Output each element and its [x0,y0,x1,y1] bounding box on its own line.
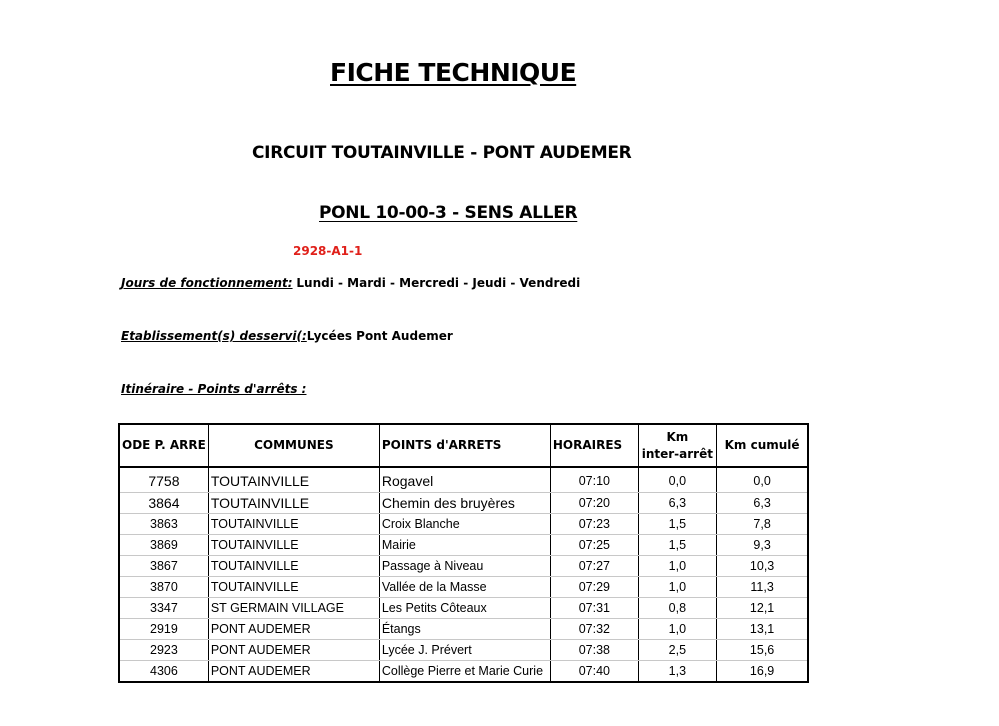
stops-table [118,423,809,683]
cell-code: 3870 [119,577,208,598]
cell-point: Croix Blanche [379,514,550,535]
table-header-row [119,424,808,467]
header-horaires: HORAIRES [550,424,638,467]
cell-commune: TOUTAINVILLE [208,467,379,493]
cell-code: 3867 [119,556,208,577]
cell-horaire: 07:20 [550,493,638,514]
cell-code: 3864 [119,493,208,514]
cell-commune: PONT AUDEMER [208,640,379,661]
document-title: FICHE TECHNIQUE [330,58,577,87]
cell-point: Vallée de la Masse [379,577,550,598]
cell-horaire: 07:31 [550,598,638,619]
cell-km-inter: 1,5 [638,535,716,556]
cell-commune: TOUTAINVILLE [208,535,379,556]
cell-km-cumul: 16,9 [716,661,808,683]
cell-horaire: 07:38 [550,640,638,661]
itinerary-heading [121,382,306,396]
cell-code: 3347 [119,598,208,619]
cell-horaire: 07:10 [550,467,638,493]
cell-point: Collège Pierre et Marie Curie [379,661,550,683]
cell-km-cumul: 0,0 [716,467,808,493]
stops-table-body [119,467,808,682]
cell-commune: TOUTAINVILLE [208,514,379,535]
operating-days-label: Jours de fonctionnement: [121,276,293,290]
establishment-label: Etablissement(s) desservi(: [121,329,307,343]
cell-horaire: 07:40 [550,661,638,683]
header-km-inter-line1: Km [666,429,689,444]
header-km-inter-line2: inter-arrêt [641,446,713,461]
cell-km-inter: 1,0 [638,577,716,598]
cell-km-inter: 0,0 [638,467,716,493]
circuit-name: CIRCUIT TOUTAINVILLE - PONT AUDEMER [252,143,632,163]
cell-commune: TOUTAINVILLE [208,493,379,514]
cell-code: 4306 [119,661,208,683]
table-row [119,535,808,556]
cell-code: 7758 [119,467,208,493]
table-row [119,556,808,577]
cell-horaire: 07:25 [550,535,638,556]
cell-km-cumul: 15,6 [716,640,808,661]
table-row [119,619,808,640]
cell-code: 2919 [119,619,208,640]
cell-point: Étangs [379,619,550,640]
header-km-inter [638,424,716,467]
cell-point: Les Petits Côteaux [379,598,550,619]
cell-point: Passage à Niveau [379,556,550,577]
cell-point: Chemin des bruyères [379,493,550,514]
cell-km-cumul: 12,1 [716,598,808,619]
header-km-cumul: Km cumulé [716,424,808,467]
cell-km-inter: 0,8 [638,598,716,619]
cell-km-inter: 1,0 [638,619,716,640]
operating-days [121,276,580,290]
cell-horaire: 07:29 [550,577,638,598]
cell-horaire: 07:32 [550,619,638,640]
table-row [119,640,808,661]
cell-km-cumul: 11,3 [716,577,808,598]
cell-commune: PONT AUDEMER [208,619,379,640]
table-row [119,661,808,683]
header-communes: COMMUNES [208,424,379,467]
table-row [119,467,808,493]
table-row [119,577,808,598]
cell-commune: TOUTAINVILLE [208,577,379,598]
cell-km-cumul: 13,1 [716,619,808,640]
itinerary-label: Itinéraire - Points d'arrêts : [121,382,307,396]
cell-point: Rogavel [379,467,550,493]
cell-point: Mairie [379,535,550,556]
cell-code: 3869 [119,535,208,556]
cell-km-cumul: 9,3 [716,535,808,556]
cell-km-cumul: 6,3 [716,493,808,514]
cell-km-cumul: 7,8 [716,514,808,535]
operating-days-value: Lundi - Mardi - Mercredi - Jeudi - Vendredi [296,276,581,290]
table-row [119,514,808,535]
cell-horaire: 07:23 [550,514,638,535]
table-row [119,493,808,514]
cell-km-cumul: 10,3 [716,556,808,577]
cell-commune: TOUTAINVILLE [208,556,379,577]
cell-commune: PONT AUDEMER [208,661,379,683]
line-direction: PONL 10-00-3 - SENS ALLER [319,203,578,223]
cell-km-inter: 1,5 [638,514,716,535]
cell-km-inter: 1,3 [638,661,716,683]
header-code: ODE P. ARRE [119,424,208,467]
cell-code: 2923 [119,640,208,661]
cell-commune: ST GERMAIN VILLAGE [208,598,379,619]
cell-km-inter: 2,5 [638,640,716,661]
circuit-code: 2928-A1-1 [293,244,363,258]
cell-km-inter: 6,3 [638,493,716,514]
establishment [121,329,453,343]
table-row [119,598,808,619]
establishment-value: Lycées Pont Audemer [306,329,453,343]
header-points: POINTS d'ARRETS [379,424,550,467]
cell-point: Lycée J. Prévert [379,640,550,661]
cell-horaire: 07:27 [550,556,638,577]
cell-code: 3863 [119,514,208,535]
cell-km-inter: 1,0 [638,556,716,577]
